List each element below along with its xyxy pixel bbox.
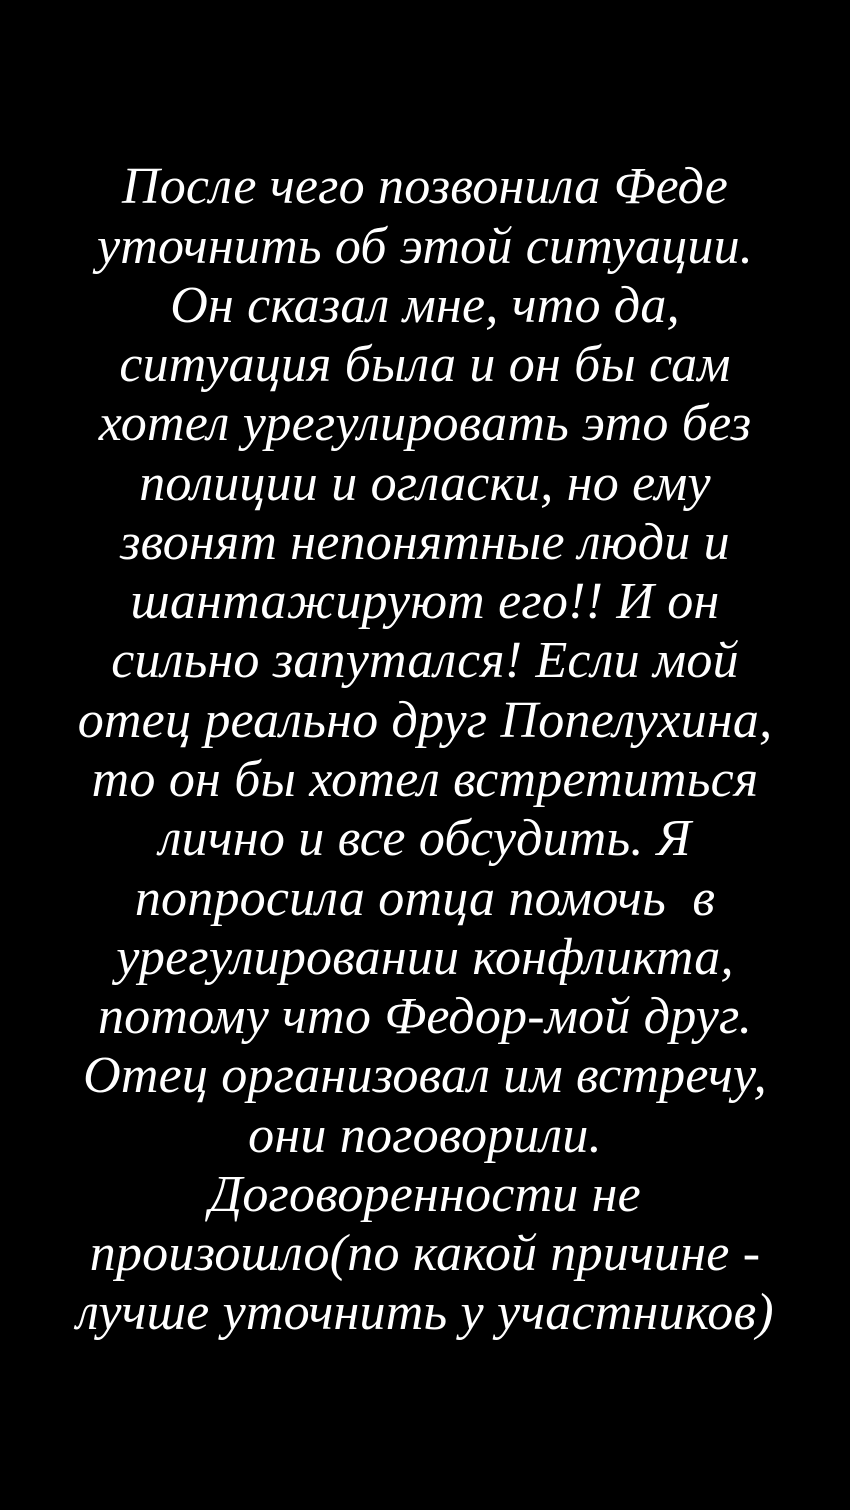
- story-body-text: После чего позвонила Феде уточнить об этой ситуации. Он сказал мне, что да, ситуация была и он бы сам хотел урегулировать это без полиции и огласки, но ему звонят непонятные люди и шантажируют его!! И он сильно запутался! Если мой отец реально друг Попелухина, то он бы хотел встретиться лично и все обсудить. Я попросила отца помочь в урегулировании конфликта, потому что Федор-мой друг. Отец организовал им встречу, они поговорили. Договоренности не произошло(по какой причине - лучше уточнить у участников): [76, 158, 786, 1342]
